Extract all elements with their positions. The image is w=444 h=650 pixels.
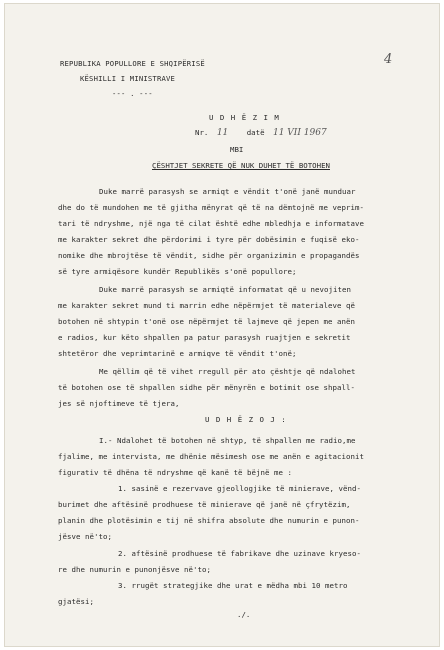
body-line: Me qëllim që të vihet rregull për ato çështje që ndalohet	[99, 367, 356, 376]
list-item-line: 1. sasinë e rezervave gjeollogjike të minierave, vënd-	[118, 484, 361, 493]
body-line: nomike dhe mbrojtëse të vëndit, sidhe për organizimin e propagandës	[58, 251, 360, 260]
number-label: Nr.	[195, 128, 209, 137]
list-item-line: jësve në'to;	[58, 532, 112, 541]
list-item-line: planin dhe plotësimin e tij në shifra absolute dhe numurin e punon-	[58, 516, 360, 525]
continuation-mark: ./.	[237, 610, 251, 619]
body-line: me karakter sekret dhe përdorimi i tyre për dobësimin e fuqisë eko-	[58, 235, 360, 244]
body-line: së tyre armiqësore kundër Republikës s'onë popullore;	[58, 267, 297, 276]
handwritten-page-number: 4	[384, 52, 393, 67]
republic-name: REPUBLIKA POPULLORE E SHQIPËRISË	[60, 59, 205, 68]
body-line: figurativ të dhëna të ndryshme që kanë të bëjnë me :	[58, 468, 292, 477]
about-label: MBI	[230, 145, 244, 154]
handwritten-date: 11 VII 1967	[272, 128, 327, 138]
body-line: tari të ndryshme, një nga të cilat është edhe mbledhja e informatave	[58, 219, 364, 228]
body-line: e radios, kur këto shpallen pa patur parasysh ruajtjen e sekretit	[58, 333, 351, 342]
document-subject: ÇËSHTJET SEKRETE QË NUK DUHET TË BOTOHEN	[152, 161, 330, 170]
body-line: të botohen ose të shpallen sidhe për mënyrën e botimit ose shpall-	[58, 383, 355, 392]
list-item-line: burimet dhe aftësinë prodhuese të minierave që janë në çfrytëzim,	[58, 500, 351, 509]
instruct-heading: U D H Ë Z O J :	[205, 415, 287, 424]
header-separator: --- . ---	[112, 89, 153, 98]
document-number-row	[195, 128, 327, 138]
body-line: jes së njoftimeve të tjera,	[58, 399, 180, 408]
body-line: botohen në shtypin t'onë ose nëpërmjet të lajmeve që jepen me anën	[58, 317, 355, 326]
document-heading: U D H Ë Z I M	[209, 113, 280, 122]
list-item-line: 2. aftësinë prodhuese të fabrikave dhe uzinave kryeso-	[118, 549, 361, 558]
body-line: Duke marrë parasysh se armiqtë informatat që u nevojiten	[99, 285, 351, 294]
body-line: fjalime, me intervista, me dhënie mësimesh ose me anën e agitacionit	[58, 452, 364, 461]
handwritten-number: 11	[216, 128, 229, 138]
body-line: dhe do të mundohen me të gjitha mënyrat që të na dëmtojnë me veprim-	[58, 203, 364, 212]
list-item-line: 3. rrugët strategjike dhe urat e mëdha mbi 10 metro	[118, 581, 348, 590]
body-line: I.- Ndalohet të botohen në shtyp, të shpallen me radio,me	[99, 436, 356, 445]
list-item-line: re dhe numurin e punonjësve në'to;	[58, 565, 211, 574]
document-page	[4, 3, 440, 647]
body-line: Duke marrë parasysh se armiqt e vëndit t'onë janë munduar	[99, 187, 356, 196]
list-item-line: gjatësi;	[58, 597, 94, 606]
body-line: shtetëror dhe veprimtarinë e armiqve të vëndit t'onë;	[58, 349, 297, 358]
council-name: KËSHILLI I MINISTRAVE	[80, 74, 176, 83]
date-label: datë	[246, 128, 265, 137]
body-line: me karakter sekret mund ti marrin edhe nëpërmjet të materialeve që	[58, 301, 355, 310]
